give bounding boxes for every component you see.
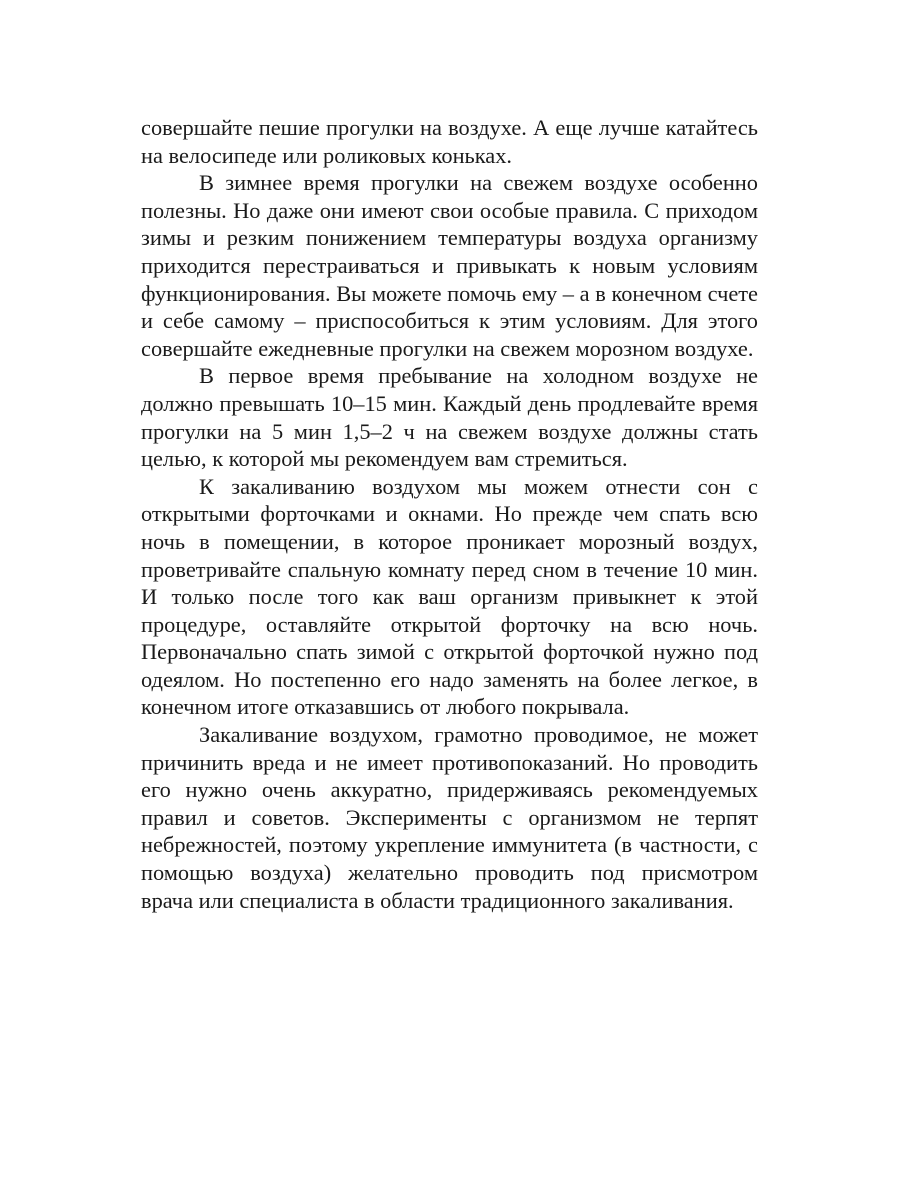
paragraph-3: В первое время пребывание на холодном воздухе не должно превышать 10–15 мин. Каждый день продлевайте время прогулки на 5 мин 1,5–2 ч на свежем воздухе должны стать целью, к которой мы рекомендуем вам стремиться. bbox=[141, 363, 758, 472]
body-text bbox=[141, 114, 758, 914]
paragraph-1: совершайте пешие прогулки на воздухе. А еще лучше катайтесь на велосипеде или роликовых коньках. bbox=[141, 115, 758, 168]
paragraph-2: В зимнее время прогулки на свежем воздухе особенно полезны. Но даже они имеют свои особые правила. С приходом зимы и резким понижением температуры воздуха организму приходится перестраиваться и привыкать к новым условиям функционирования. Вы можете помочь ему – а в конечном счете и себе самому – приспособиться к этим условиям. Для этого совершайте ежедневные прогулки на свежем морозном воздухе. bbox=[141, 170, 758, 361]
paragraph-5: Закаливание воздухом, грамотно проводимое, не может причинить вреда и не имеет противопоказаний. Но проводить его нужно очень аккуратно, придерживаясь рекомендуемых правил и советов. Эксперименты с организмом не терпят небрежностей, поэтому укрепление иммунитета (в частности, с помощью воздуха) желательно проводить под присмотром врача или специалиста в области традиционного закаливания. bbox=[141, 722, 758, 913]
paragraph-4: К закаливанию воздухом мы можем отнести сон с открытыми форточками и окнами. Но прежде чем спать всю ночь в помещении, в которое проникает морозный воздух, проветривайте спальную комнату перед сном в течение 10 мин. И только после того как ваш организм привыкнет к этой процедуре, оставляйте открытой форточку на всю ночь. Первоначально спать зимой с открытой форточкой нужно под одеялом. Но постепенно его надо заменять на более легкое, в конечном итоге отказавшись от любого покрывала. bbox=[141, 473, 758, 720]
